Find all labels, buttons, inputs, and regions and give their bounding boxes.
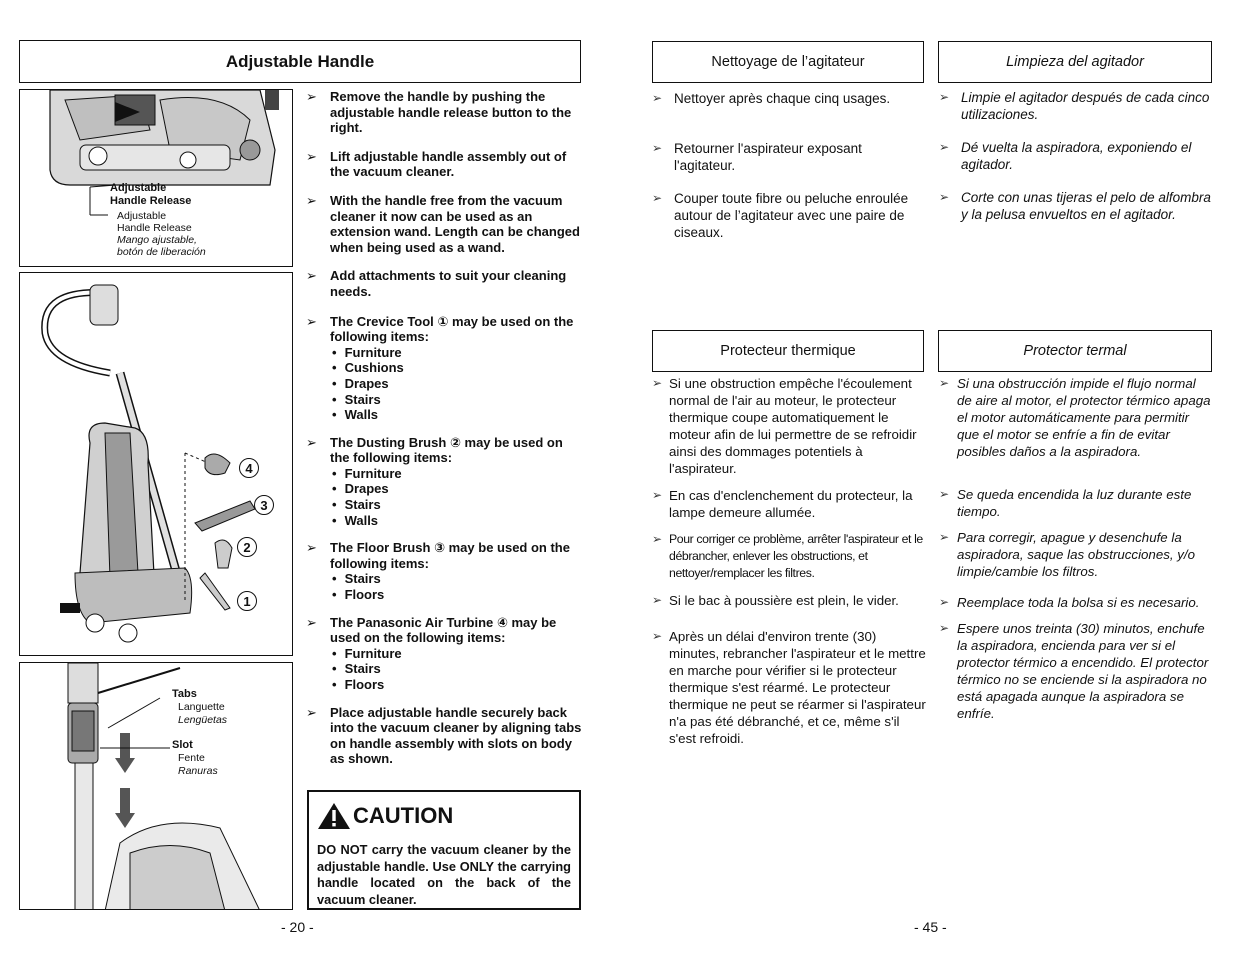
arrow-bullet-icon: ➢ (652, 376, 663, 390)
arrow-bullet-icon: ➢ (939, 487, 950, 501)
es-agitator-list (939, 89, 1211, 223)
step-replace-handle (306, 705, 582, 767)
caution-heading (317, 802, 571, 830)
label-es-1: Mango ajustable, (117, 234, 197, 246)
list-item (939, 189, 1211, 223)
list-item (652, 487, 928, 521)
list-item: • Stairs (332, 497, 582, 513)
item-text: Pour corriger ce problème, arrêter l'aspirateur et le débrancher, enlever les obstructions, et nettoyer/remplacer les filtres. (669, 532, 923, 580)
arrow-bullet-icon: ➢ (652, 91, 663, 105)
step-text: Place adjustable handle securely back into the vacuum cleaner by aligning tabs on handle assembly with slots on body as shown. (330, 704, 582, 767)
list-item: • Floors (332, 587, 582, 603)
tabs-es: Lengüetas (178, 713, 228, 726)
step-1 (306, 89, 582, 136)
arrow-bullet-icon: ➢ (652, 593, 663, 607)
section-title-adjustable-handle: Adjustable Handle (19, 40, 581, 83)
header-es-agitator: Limpieza del agitador (938, 41, 1212, 83)
item-text: Si una obstrucción impide el flujo normal de aire al motor, el protector térmico apaga el motor automáticamente para permitir que el motor se enfríe a fin de evitar posibles daños a la aspiradora. (957, 376, 1211, 459)
arrow-bullet-icon: ➢ (939, 621, 950, 635)
list-item (652, 90, 924, 107)
item-text: Après un délai d'environ trente (30) minutes, rebrancher l'aspirateur et le mettre en marche pour vérifier si le protecteur thermique s'est réarmé. Le protecteur thermique ne peut se réarmer si l'aspirateur n'a pas été débranché, et ce, même s'il s'est refroidi. (669, 629, 926, 746)
list-item (652, 375, 928, 477)
figure-tabs-slot (19, 662, 293, 910)
page-number-right: - 45 - (914, 919, 947, 935)
arrow-bullet-icon: ➢ (306, 704, 317, 720)
list-item: • Stairs (332, 571, 582, 587)
list-item: • Floors (332, 677, 582, 693)
item-text: Se queda encendida la luz durante este tiempo. (957, 487, 1192, 519)
step-text: The Panasonic Air Turbine ④ may be used on the following items: (330, 614, 557, 646)
item-text: Limpie el agitador después de cada cinco utilizaciones. (961, 90, 1210, 122)
caution-box (307, 790, 581, 910)
list-item: • Stairs (332, 392, 582, 408)
item-text: Si le bac à poussière est plein, le vider. (669, 593, 899, 608)
arrow-bullet-icon: ➢ (306, 614, 317, 630)
tabs-fr: Languette (178, 701, 225, 713)
item-list (330, 466, 582, 528)
step-4 (306, 268, 582, 299)
arrow-bullet-icon: ➢ (306, 192, 317, 208)
callout-3: 3 (254, 495, 274, 515)
list-item (652, 531, 928, 582)
list-item (652, 592, 928, 609)
callout-1: 1 (237, 591, 257, 611)
arrow-bullet-icon: ➢ (652, 191, 663, 205)
label-fr-2: Handle Release (117, 222, 192, 234)
arrow-bullet-icon: ➢ (306, 540, 317, 556)
list-item (652, 628, 928, 747)
item-text: Espere unos treinta (30) minutos, enchufe la aspiradora, encienda para ver si el protector térmico a encendido. El protector térmico no se enciende si la aspiradora no está apagada aunque la aspiradora se enfríe. (957, 621, 1209, 721)
arrow-bullet-icon: ➢ (306, 148, 317, 164)
es-thermal-list (939, 375, 1213, 722)
arrow-bullet-icon: ➢ (306, 268, 317, 284)
tabs-translations (178, 701, 227, 726)
callout-2: 2 (237, 537, 257, 557)
item-text: Corte con unas tijeras el pelo de alfombra y la pelusa envueltos en el agitador. (961, 190, 1211, 222)
arrow-bullet-icon: ➢ (652, 532, 662, 546)
list-item (939, 529, 1213, 580)
list-item (939, 594, 1213, 611)
slot-fr: Fente (178, 752, 205, 764)
item-text: Nettoyer après chaque cinq usages. (674, 91, 891, 106)
list-item: • Furniture (332, 345, 582, 361)
list-item: • Walls (332, 407, 582, 423)
figure-attachments (19, 272, 293, 656)
arrow-bullet-icon: ➢ (939, 530, 950, 544)
item-list (330, 646, 582, 693)
item-text: En cas d'enclenchement du protecteur, la lampe demeure allumée. (669, 488, 913, 520)
header-fr-agitator: Nettoyage de l’agitateur (652, 41, 924, 83)
slot-label (172, 739, 193, 752)
page-number-left: - 20 - (281, 919, 314, 935)
arrow-bullet-icon: ➢ (939, 140, 950, 154)
arrow-bullet-icon: ➢ (306, 313, 317, 329)
item-text: Retourner l'aspirateur exposant l'agitateur. (674, 141, 862, 173)
slot-translations (178, 752, 218, 777)
item-text: Reemplace toda la bolsa si es necesario. (957, 595, 1200, 610)
step-text: The Floor Brush ③ may be used on the following items: (330, 540, 570, 571)
fr-thermal-list (652, 375, 928, 747)
list-item: • Furniture (332, 646, 582, 662)
warning-triangle-icon (317, 802, 351, 830)
step-text: With the handle free from the vacuum cleaner it now can be used as an extension wand. Length can be changed when being used as a wand. (330, 192, 580, 255)
list-item (939, 486, 1213, 520)
step-dusting-brush (306, 435, 582, 529)
arrow-bullet-icon: ➢ (306, 89, 317, 104)
tabs-label (172, 688, 197, 701)
item-list (330, 345, 582, 423)
step-air-turbine (306, 615, 582, 693)
step-text: Add attachments to suit your cleaning needs. (330, 268, 567, 299)
handle-release-label (110, 182, 191, 207)
step-text: The Crevice Tool ① may be used on the following items: (330, 313, 574, 345)
tabs-en: Tabs (172, 688, 197, 700)
list-item: • Walls (332, 513, 582, 529)
header-es-thermal: Protector termal (938, 330, 1212, 372)
list-item (939, 139, 1211, 173)
adjustable-handle-steps (306, 89, 582, 767)
list-item: • Cushions (332, 360, 582, 376)
arrow-bullet-icon: ➢ (939, 595, 950, 609)
step-text: Lift adjustable handle assembly out of the vacuum cleaner. (330, 148, 567, 180)
arrow-bullet-icon: ➢ (652, 488, 663, 502)
arrow-bullet-icon: ➢ (939, 376, 950, 390)
handle-release-translations (117, 210, 206, 258)
caution-title: CAUTION (353, 803, 454, 828)
list-item (939, 89, 1211, 123)
item-text: Si une obstruction empêche l'écoulement normal de l'air au moteur, le protecteur thermique coupe automatiquement le moteur afin de lui permettre de se refroidir ainsi des dommages potentiels à l'aspirateur. (669, 376, 917, 476)
callout-4: 4 (239, 458, 259, 478)
step-crevice-tool (306, 314, 582, 423)
list-item (652, 140, 924, 174)
header-fr-thermal: Protecteur thermique (652, 330, 924, 372)
list-item: • Stairs (332, 661, 582, 677)
slot-en: Slot (172, 739, 193, 751)
list-item: • Drapes (332, 481, 582, 497)
list-item: • Drapes (332, 376, 582, 392)
list-item (652, 190, 924, 241)
list-item: • Furniture (332, 466, 582, 482)
caution-text: DO NOT carry the vacuum cleaner by the adjustable handle. Use ONLY the carrying handle located on the back of the vacuum cleaner. (317, 842, 571, 907)
item-text: Couper toute fibre ou peluche enroulée autour de l’agitateur avec une paire de ciseaux. (674, 191, 909, 240)
label-en-1: Adjustable (110, 182, 167, 194)
figure-handle-release (19, 89, 293, 267)
item-text: Para corregir, apague y desenchufe la aspiradora, saque las obstrucciones, y/o limpie/cambie los filtros. (957, 530, 1195, 579)
arrow-bullet-icon: ➢ (306, 434, 317, 450)
arrow-bullet-icon: ➢ (652, 629, 663, 643)
fr-agitator-list (652, 90, 924, 241)
arrow-bullet-icon: ➢ (652, 141, 663, 155)
label-en-2: Handle Release (110, 194, 192, 207)
item-text: Dé vuelta la aspiradora, exponiendo el agitador. (961, 140, 1192, 172)
list-item (939, 620, 1213, 722)
list-item (939, 375, 1213, 460)
step-3 (306, 193, 582, 255)
arrow-bullet-icon: ➢ (939, 90, 950, 104)
step-text: The Dusting Brush ② may be used on the following items: (330, 434, 563, 466)
label-fr-1: Adjustable (117, 210, 167, 222)
arrow-bullet-icon: ➢ (939, 190, 950, 204)
step-2 (306, 149, 582, 180)
step-text: Remove the handle by pushing the adjustable handle release button to the right. (330, 89, 572, 136)
slot-es: Ranuras (178, 764, 218, 777)
handle-slot-illustration (20, 663, 293, 910)
label-es-2: botón de liberación (117, 246, 206, 258)
item-list (330, 571, 582, 602)
step-floor-brush (306, 540, 582, 602)
